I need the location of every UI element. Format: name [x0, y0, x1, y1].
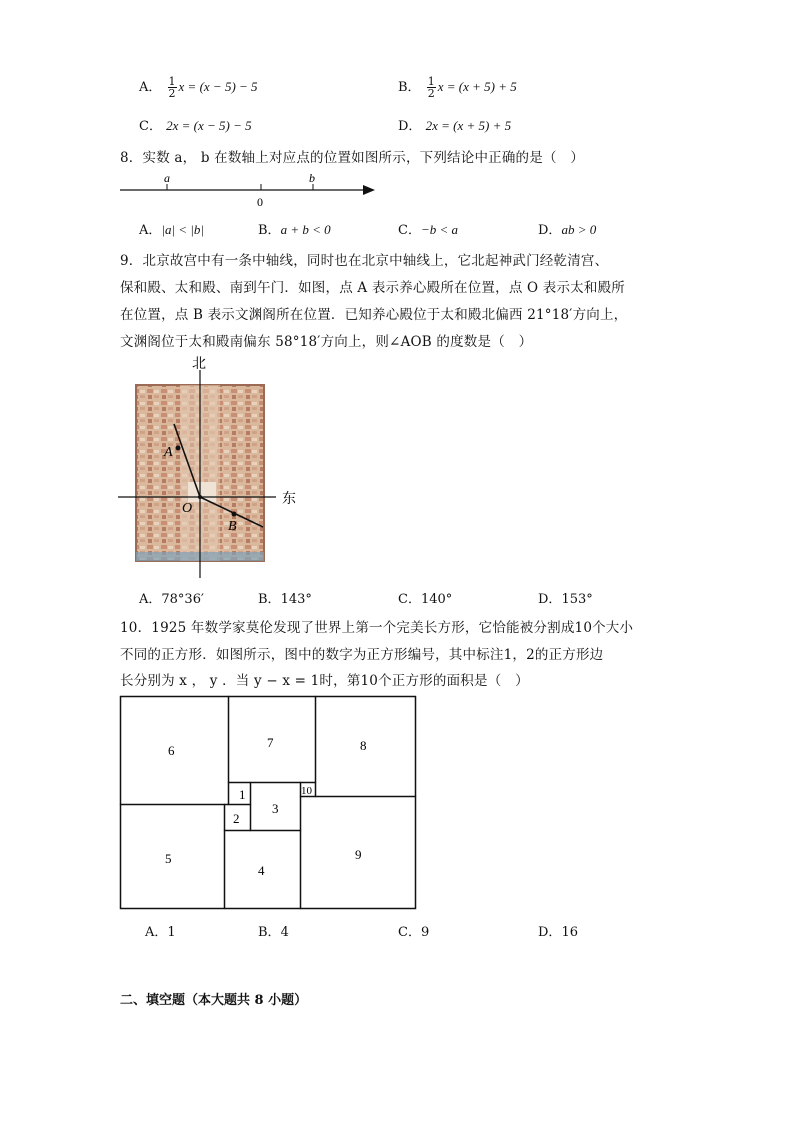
palace-map-figure [118, 352, 308, 580]
axis-arrow-icon [363, 185, 375, 195]
fraction: $\frac{1}{2}$ [427, 75, 435, 100]
q10-option-c[interactable]: C．9 [398, 925, 430, 940]
q10-stem-line-2: 不同的正方形．如图所示，图中的数字为正方形编号，其中标注1，2的正方形边 [120, 647, 604, 663]
number-line [115, 170, 385, 210]
square-3-label: 3 [272, 801, 279, 816]
q9-option-a[interactable]: A．78°36′ [139, 592, 204, 607]
east-label: 东 [282, 492, 296, 507]
q10-option-a[interactable]: A．1 [145, 925, 176, 940]
q8-option-c[interactable]: C．−b < a [398, 222, 458, 238]
square-6-label: 6 [168, 743, 175, 758]
point-b-label: B [228, 519, 237, 534]
perfect-rectangle-figure [119, 695, 417, 911]
q8-option-d[interactable]: D．ab > 0 [538, 222, 597, 238]
q9-stem-line-2: 保和殿、太和殿、南到午门．如图，点 A 表示养心殿所在位置，点 O 表示太和殿所 [120, 280, 625, 296]
q8-option-a[interactable]: A．|a| < |b| [139, 222, 204, 238]
label-b: b [309, 171, 315, 185]
square-4-label: 4 [258, 863, 265, 878]
q9-stem-line-4: 文渊阁位于太和殿南偏东 58°18′方向上，则∠AOB 的度数是（ ） [120, 334, 533, 350]
q10-option-b[interactable]: B．4 [258, 925, 289, 940]
label-a: a [164, 171, 170, 185]
q7-option-c[interactable]: C． 2x = (x − 5) − 5 [139, 118, 252, 134]
square-6 [121, 697, 229, 805]
square-10-label: 10 [301, 785, 312, 797]
section-heading: 二、填空题（本大题共 8 小题） [120, 993, 308, 1008]
q9-option-b[interactable]: B．143° [258, 592, 312, 607]
square-8-label: 8 [360, 738, 367, 753]
north-label: 北 [192, 357, 206, 372]
label-zero: 0 [257, 195, 263, 209]
q9-option-d[interactable]: D．153° [538, 592, 593, 607]
q8-stem: 8．实数 a， b 在数轴上对应点的位置如图所示，下列结论中正确的是（ ） [120, 150, 585, 166]
square-5 [121, 805, 225, 909]
q7-option-d[interactable]: D． 2x = (x + 5) + 5 [398, 118, 512, 134]
point-a-label: A [164, 445, 173, 460]
square-2-label: 2 [233, 811, 240, 826]
fraction: $\frac{1}{2}$ [168, 75, 176, 100]
outer-rectangle [121, 697, 416, 909]
point-o-dot [198, 495, 202, 499]
point-b-dot [232, 512, 237, 517]
q7-option-b[interactable]: B． $\frac{1}{2}$ x = (x + 5) + 5 [398, 75, 517, 100]
point-a-dot [176, 446, 181, 451]
q8-option-b[interactable]: B．a + b < 0 [258, 222, 331, 238]
square-5-label: 5 [165, 851, 172, 866]
q10-stem-line-3: 长分别为 x ， y ．当 y − x = 1时，第10个正方形的面积是（ ） [120, 673, 529, 689]
square-9-label: 9 [355, 847, 362, 862]
q10-option-d[interactable]: D．16 [538, 925, 578, 940]
square-7-label: 7 [267, 735, 274, 750]
q9-stem-line-3: 在位置，点 B 表示文渊阁所在位置．已知养心殿位于太和殿北偏西 21°18′方向上， [120, 307, 628, 323]
q10-stem-line-1: 10．1925 年数学家莫伦发现了世界上第一个完美长方形，它恰能被分割成10个大小 [120, 620, 634, 636]
q9-option-c[interactable]: C．140° [398, 592, 453, 607]
square-1-label: 1 [239, 787, 246, 802]
q9-stem-line-1: 9．北京故宫中有一条中轴线，同时也在北京中轴线上，它北起神武门经乾清宫、 [120, 253, 609, 269]
point-o-label: O [182, 501, 193, 516]
q7-option-a[interactable]: A． $\frac{1}{2}$ x = (x − 5) − 5 [139, 75, 258, 100]
